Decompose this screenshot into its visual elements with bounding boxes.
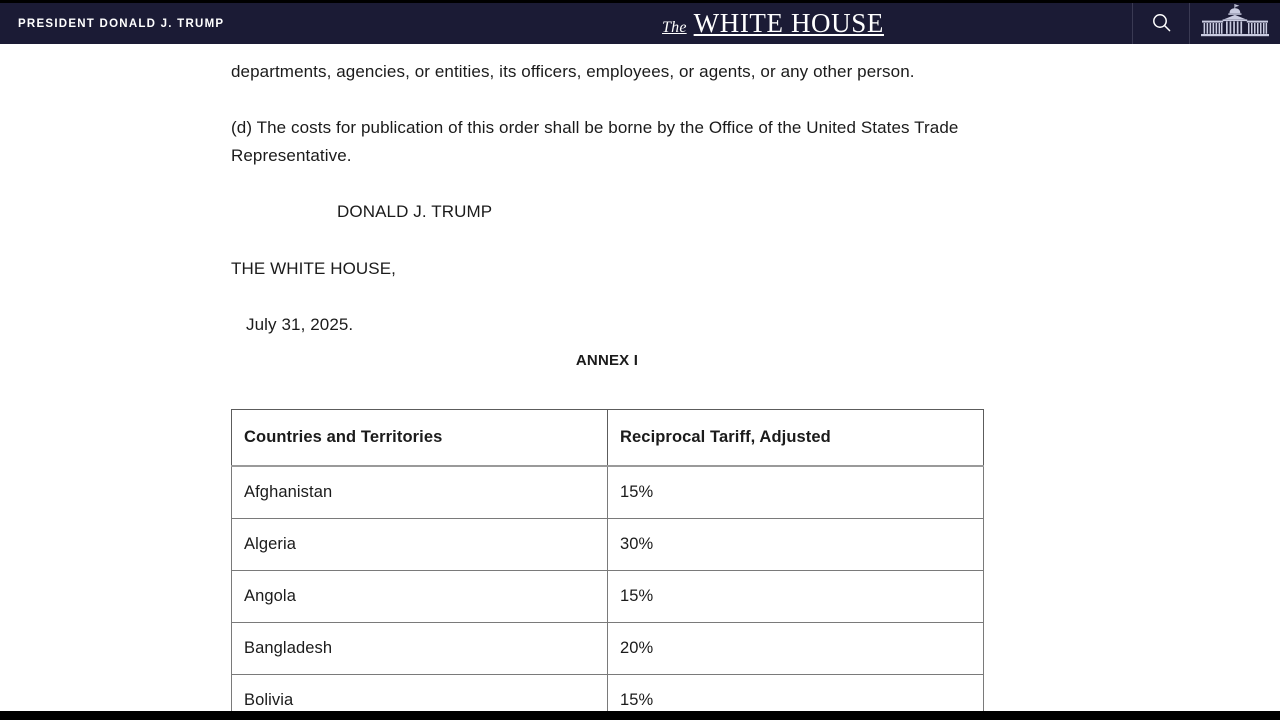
column-header-country: Countries and Territories <box>232 410 608 467</box>
site-header <box>0 3 1280 44</box>
wordmark-the: The <box>662 19 687 36</box>
white-house-home-link[interactable] <box>1190 3 1280 44</box>
wordmark-white-house: WHITE HOUSE <box>693 8 884 38</box>
cell-country: Angola <box>232 571 608 623</box>
white-house-building-icon <box>1198 4 1272 43</box>
column-header-tariff: Reciprocal Tariff, Adjusted <box>608 410 984 467</box>
annex-heading: ANNEX I <box>575 352 639 369</box>
header-left-group <box>0 3 498 44</box>
signature-line: DONALD J. TRUMP <box>337 202 493 221</box>
header-center-group <box>456 3 1090 44</box>
location-line: THE WHITE HOUSE, <box>231 259 396 278</box>
cell-country: Bolivia <box>232 675 608 720</box>
search-button[interactable] <box>1133 3 1189 44</box>
table-row <box>232 571 984 623</box>
table-header-row <box>232 410 984 467</box>
table-row <box>232 519 984 571</box>
bottom-letterbox-bar <box>0 711 1280 720</box>
date-line: July 31, 2025. <box>246 315 354 334</box>
cell-tariff: 30% <box>608 519 984 571</box>
cell-country: Afghanistan <box>232 466 608 519</box>
white-house-wordmark-link[interactable] <box>662 10 884 37</box>
cell-tariff: 15% <box>608 466 984 519</box>
cell-tariff: 15% <box>608 675 984 720</box>
cell-tariff: 15% <box>608 571 984 623</box>
table-row <box>232 466 984 519</box>
cell-tariff: 20% <box>608 623 984 675</box>
search-icon <box>1152 13 1171 35</box>
table-row <box>232 623 984 675</box>
paragraph-section-d: (d) The costs for publication of this order shall be borne by the Office of the United States Trade Representative. <box>231 118 959 165</box>
cell-country: Algeria <box>232 519 608 571</box>
reciprocal-tariff-table <box>231 409 984 720</box>
table-body <box>232 466 984 720</box>
president-label: PRESIDENT DONALD J. TRUMP <box>18 17 225 30</box>
cell-country: Bangladesh <box>232 623 608 675</box>
paragraph-continued: departments, agencies, or entities, its officers, employees, or agents, or any other person. <box>231 62 915 81</box>
header-right-group <box>1132 3 1280 44</box>
